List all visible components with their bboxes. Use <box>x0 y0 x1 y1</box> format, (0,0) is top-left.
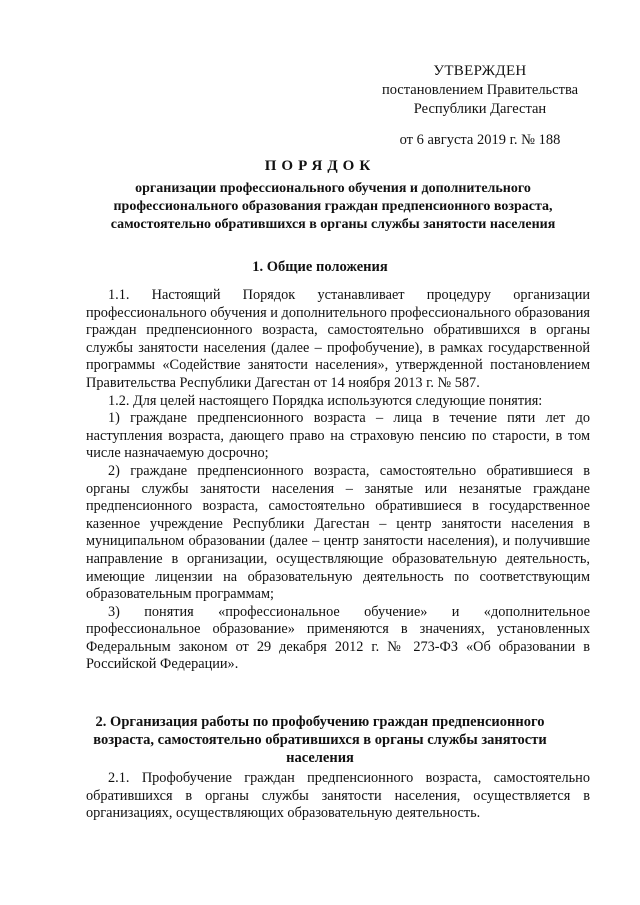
section-2-heading: 2. Организация работы по профобучению граждан предпенсионного возраста, самостоятельно обратившихся в органы службы занятости населения <box>93 714 547 766</box>
paragraph-2-1: 2.1. Профобучение граждан предпенсионного возраста, самостоятельно обратившихся в органы службы занятости населения, осуществляется в организациях, осуществляющих образовательную деятельность. <box>86 770 590 822</box>
approval-block <box>360 62 600 150</box>
document-subtitle: организации профессионального обучения и дополнительного профессионального образования граждан предпенсионного возраста, самостоятельно обратившихся в органы службы занятости населения <box>110 181 556 232</box>
approval-date: от 6 августа 2019 г. № 188 <box>399 132 561 148</box>
approval-region: Республики Дагестан <box>413 101 547 117</box>
paragraph-1-2-1: 1) граждане предпенсионного возраста – лица в течение пяти лет до наступления возраста, дающего право на страховую пенсию по старости, в том числе назначаемую досрочно; <box>86 410 590 462</box>
paragraph-1-2-3: 3) понятия «профессиональное обучение» и «дополнительное профессиональное образование» применяются в значениях, установленных Федеральным законом от 29 декабря 2012 г. № 273-ФЗ «Об образовании в Российской Федерации». <box>86 603 590 673</box>
paragraph-1-2-2: 2) граждане предпенсионного возраста, самостоятельно обратившиеся в органы службы занятости населения – занятые или незанятые граждане предпенсионного возраста, самостоятельно обратившиеся в государственное казенное учреждение Республики Дагестан – центр занятости населения в муниципальном образовании (далее – центр занятости населения), и получившие направление в организации, осуществляющие образовательную деятельность, имеющие лицензии на образовательную деятельность по соответствующим образовательным программам; <box>86 462 590 603</box>
approval-authority: постановлением Правительства <box>381 82 579 98</box>
section-1-heading: 1. Общие положения <box>252 259 388 275</box>
document-title: ПОРЯДОК <box>264 158 376 174</box>
section-1-body <box>86 287 590 674</box>
approval-title: УТВЕРЖДЕН <box>433 63 527 79</box>
paragraph-1-2: 1.2. Для целей настоящего Порядка используются следующие понятия: <box>108 392 543 409</box>
paragraph-1-1: 1.1. Настоящий Порядок устанавливает процедуру организации профессионального обучения и дополнительного профессионального образования граждан предпенсионного возраста, самостоятельно обратившихся в органы службы занятости населения (далее – профобучение), в рамках государственной программы «Содействие занятости населения», утвержденной постановлением Правительства Республики Дагестан от 14 ноября 2013 г. № 587. <box>86 287 590 391</box>
section-2-body <box>86 770 590 823</box>
